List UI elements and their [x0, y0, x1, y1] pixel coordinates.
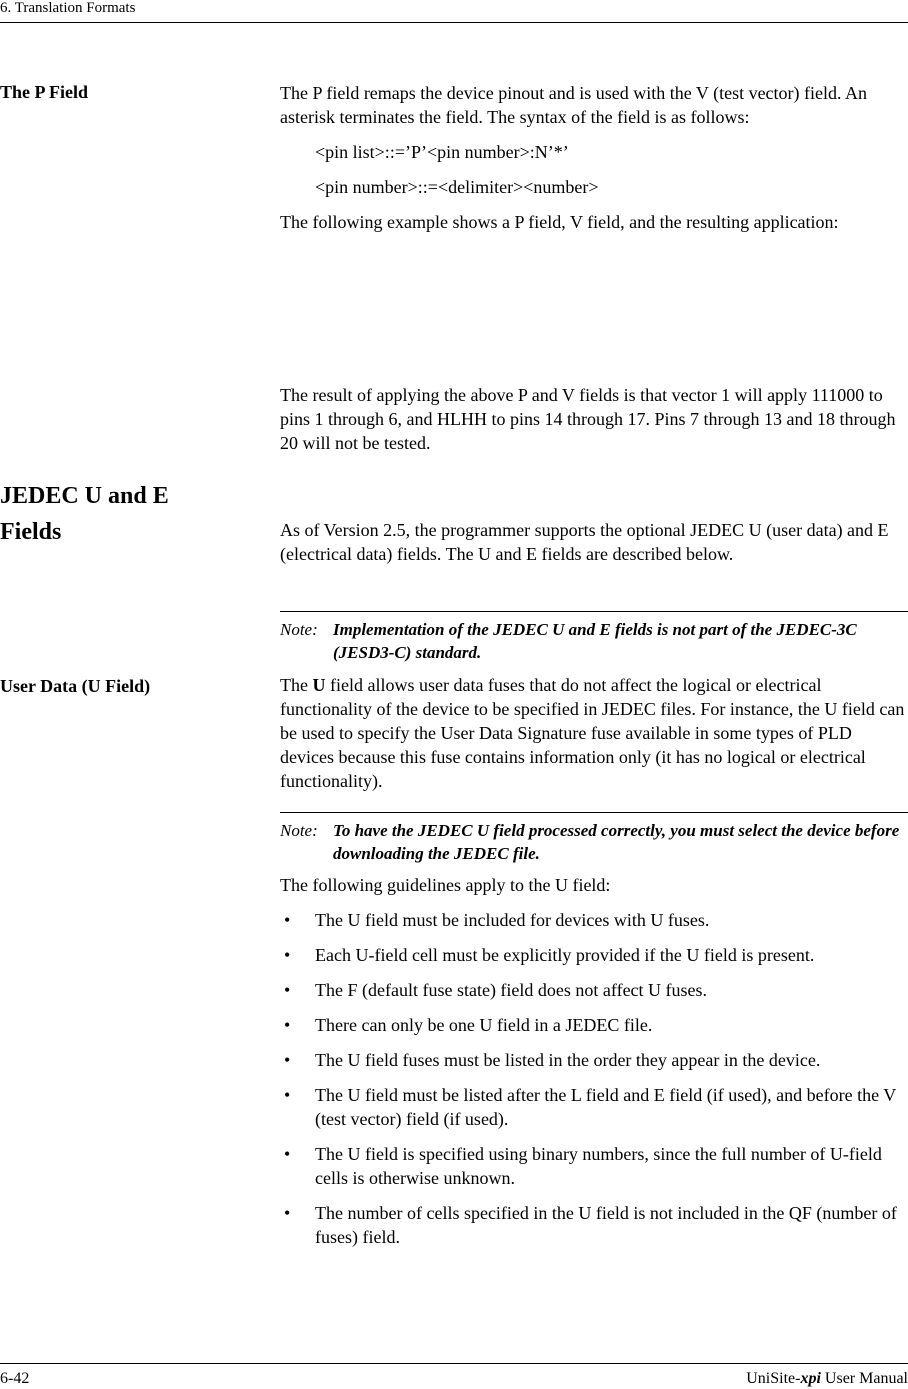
user-data-note [280, 812, 908, 865]
text-u-bold: U [312, 675, 326, 695]
list-item [280, 1083, 908, 1131]
jedec-ue-heading-line2: Fields [0, 519, 62, 545]
list-item [280, 1013, 908, 1037]
bullet-icon: • [284, 945, 291, 965]
bullet-icon: • [284, 910, 291, 930]
page-number: 6-42 [0, 1370, 30, 1387]
manual-suffix: User Manual [820, 1370, 908, 1387]
jedec-ue-note [280, 611, 908, 664]
bullet-icon: • [284, 980, 291, 1000]
example-intro: The following example shows a P field, V field, and the resulting application: [280, 212, 839, 232]
bullet-icon: • [284, 1085, 291, 1105]
list-item [280, 908, 908, 932]
guidelines-intro: The following guidelines apply to the U field: [280, 875, 611, 895]
list-item-text: Each U-field cell must be explicitly provided if the U field is present. [315, 945, 815, 965]
jedec-ue-heading [0, 478, 169, 550]
list-item-text: The number of cells specified in the U field is not included in the QF (number of fuses) field. [315, 1203, 897, 1247]
text-rest: field allows user data fuses that do not affect the logical or electrical functionality of the device to be specified in JEDEC files. For instance, the U field can be used to specify the User Data Signature fuse available in some types of PLD devices because this fuse contains information only (it has no logical or electrical functionality). [280, 675, 905, 791]
running-header [0, 0, 908, 23]
list-item [280, 1142, 908, 1190]
manual-prefix: UniSite- [746, 1370, 801, 1387]
list-item [280, 1201, 908, 1249]
note-text: To have the JEDEC U field processed correctly, you must select the device before downloading the JEDEC file. [333, 821, 900, 863]
list-item-text: The F (default fuse state) field does not affect U fuses. [315, 980, 708, 1000]
guidelines-list [280, 908, 908, 1260]
list-item [280, 943, 908, 967]
p-field-intro: The P field remaps the device pinout and is used with the V (test vector) field. An asterisk terminates the field. The syntax of the field is as follows: [280, 83, 868, 127]
note-text: Implementation of the JEDEC U and E fields is not part of the JEDEC-3C (JESD3-C) standard. [333, 620, 857, 662]
chapter-title: 6. Translation Formats [0, 0, 136, 16]
syntax-line-2: <pin number>::=<delimiter><number> [315, 177, 599, 197]
list-item-text: The U field must be listed after the L field and E field (if used), and before the V (test vector) field (if used). [315, 1085, 896, 1129]
bullet-icon: • [284, 1050, 291, 1070]
syntax-line-1: <pin list>::=’P’<pin number>:N’*’ [315, 142, 569, 162]
user-data-paragraph [280, 673, 908, 793]
list-item [280, 1048, 908, 1072]
list-item-text: The U field fuses must be listed in the order they appear in the device. [315, 1050, 821, 1070]
p-field-section [280, 81, 908, 234]
jedec-ue-intro: As of Version 2.5, the programmer supports the optional JEDEC U (user data) and E (electrical data) fields. The U and E fields are described below. [280, 520, 889, 564]
list-item-text: There can only be one U field in a JEDEC file. [315, 1015, 653, 1035]
p-field-heading: The P Field [0, 82, 89, 102]
bullet-icon: • [284, 1015, 291, 1035]
bullet-icon: • [284, 1203, 291, 1223]
list-item-text: The U field is specified using binary numbers, since the full number of U-field cells is otherwise unknown. [315, 1144, 882, 1188]
text-the: The [280, 675, 313, 695]
p-field-result: The result of applying the above P and V fields is that vector 1 will apply 111000 to pins 1 through 6, and HLHH to pins 14 through 17. Pins 7 through 13 and 18 through 20 will not be tested. [280, 385, 896, 453]
manual-italic: xpi [800, 1370, 821, 1387]
list-item-text: The U field must be included for devices with U fuses. [315, 910, 710, 930]
note-label: Note: [280, 620, 318, 639]
list-item [280, 978, 908, 1002]
note-label: Note: [280, 821, 318, 840]
running-footer [0, 1363, 908, 1388]
manual-title [746, 1370, 908, 1388]
jedec-ue-heading-line1: JEDEC U and E [0, 483, 169, 509]
user-data-heading: User Data (U Field) [0, 676, 151, 696]
bullet-icon: • [284, 1144, 291, 1164]
